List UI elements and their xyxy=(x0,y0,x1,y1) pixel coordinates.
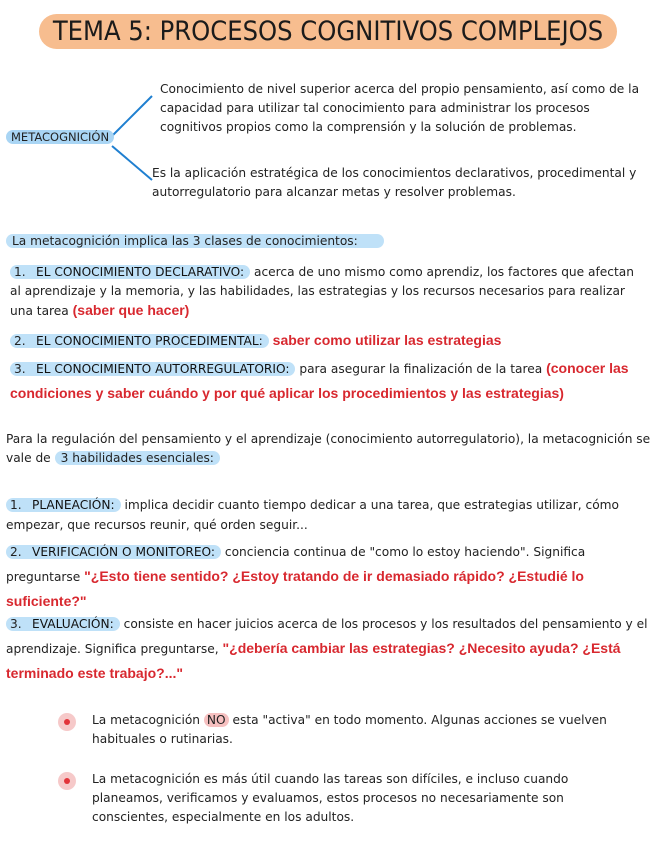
clase-term: EL CONOCIMIENTO PROCEDIMENTAL: xyxy=(36,334,263,348)
nota-highlight: NO xyxy=(204,713,229,727)
nota-1 xyxy=(92,711,632,749)
habilidad-text: conciencia continua de "como lo estoy haciendo". Significa preguntarse xyxy=(6,545,586,584)
habilidad-red: "¿Esto tiene sentido? ¿Estoy tratando de ir demasiado rápido? ¿Estudié lo suficiente?" xyxy=(6,568,584,609)
metacognicion-def1: Conocimiento de nivel superior acerca del propio pensamiento, así como de la capacidad para utilizar tal conocimiento para administrar los procesos cognitivos propios como la comprensión y la solución de problemas. xyxy=(160,82,640,134)
metacognicion-def2: Es la aplicación estratégica de los conocimientos declarativos, procedimental y autorregulatorio para alcanzar metas y resolver problemas. xyxy=(152,166,637,199)
clase-num: 2. xyxy=(14,334,26,348)
habilidad-num: 2. xyxy=(10,545,22,559)
clase-text: acerca de uno mismo como aprendiz, los factores que afectan al aprendizaje y la memoria, y las habilidades, las estrategias y los recursos necesarios para realizar una tarea xyxy=(10,265,634,318)
habilidad-term: EVALUACIÓN: xyxy=(32,617,114,631)
nota-2 xyxy=(92,770,612,827)
nota-text-a: La metacognición xyxy=(92,713,204,727)
habilidades-intro-highlight: 3 habilidades esenciales: xyxy=(55,451,220,465)
clase-term: EL CONOCIMIENTO AUTORREGULATORIO: xyxy=(36,362,290,376)
habilidad-text: consiste en hacer juicios acerca de los procesos y los resultados del pensamiento y el aprendizaje. Significa preguntarse, xyxy=(6,617,648,656)
habilidad-num: 1. xyxy=(10,498,22,512)
clase-item-1 xyxy=(10,263,640,321)
clase-item-3 xyxy=(10,356,646,406)
clase-text: para asegurar la finalización de la tarea xyxy=(295,362,547,376)
habilidad-num: 3. xyxy=(10,617,22,631)
clases-intro: La metacognición implica las 3 clases de conocimientos: xyxy=(6,234,384,248)
clase-red: (conocer las condiciones y saber cuándo y por qué aplicar los procedimientos y las estrategias) xyxy=(10,360,629,401)
habilidad-red: "¿debería cambiar las estrategias? ¿Necesito ayuda? ¿Está terminado este trabajo?..." xyxy=(6,640,621,681)
bullet-icon xyxy=(58,772,76,790)
clase-red: (saber que hacer) xyxy=(72,302,190,318)
habilidad-text: implica decidir cuanto tiempo dedicar a una tarea, que estrategias utilizar, cómo empezar, que recursos reunir, qué orden seguir... xyxy=(6,498,620,532)
clase-num: 3. xyxy=(14,362,26,376)
habilidad-term: PLANEACIÓN: xyxy=(32,498,115,512)
clase-num: 1. xyxy=(14,265,26,279)
page-title: TEMA 5: PROCESOS COGNITIVOS COMPLEJOS xyxy=(39,14,617,49)
title-wrap xyxy=(0,14,656,49)
habilidades-intro-text: Para la regulación del pensamiento y el aprendizaje (conocimiento autorregulatorio), la metacognición se vale de xyxy=(6,432,651,465)
nota-text-a: La metacognición es más útil cuando las tareas son difíciles, e incluso cuando planeamos, verificamos y evaluamos, estos procesos no necesariamente son conscientes, especialmente en los adultos. xyxy=(92,772,569,824)
nota-text-b: esta "activa" en todo momento. Algunas acciones se vuelven habituales o rutinarias. xyxy=(92,713,607,746)
habilidad-item-2 xyxy=(6,540,650,614)
habilidades-intro xyxy=(6,430,652,468)
habilidad-item-1 xyxy=(6,496,650,535)
clase-red: saber como utilizar las estrategias xyxy=(272,332,502,348)
habilidad-term: VERIFICACIÓN O MONITOREO: xyxy=(32,545,216,559)
clase-item-2 xyxy=(10,331,640,351)
metacognicion-label: METACOGNICIÓN xyxy=(6,130,114,144)
habilidad-item-3 xyxy=(6,612,650,686)
branch-lines xyxy=(108,88,158,188)
clases-intro-wrap xyxy=(6,232,384,251)
metacognicion-label-wrap xyxy=(6,128,114,147)
bullet-icon xyxy=(58,713,76,731)
clase-term: EL CONOCIMIENTO DECLARATIVO: xyxy=(36,265,245,279)
